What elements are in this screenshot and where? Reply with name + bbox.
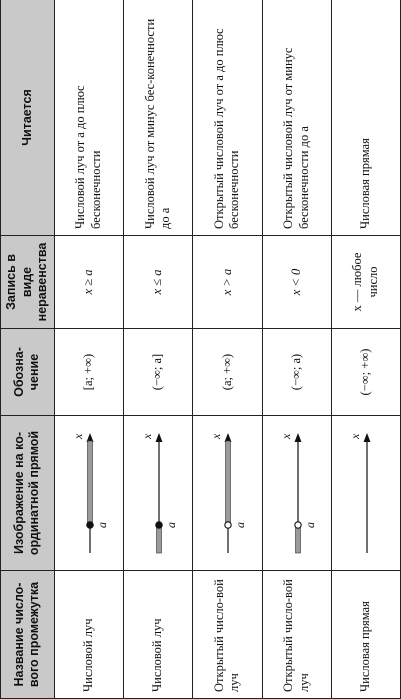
highlighted-ray xyxy=(295,525,300,553)
header-notation: Обозна-чение xyxy=(1,329,55,416)
arrow-icon xyxy=(225,433,232,442)
header-row xyxy=(1,0,55,699)
interval-name: Числовой луч xyxy=(124,571,193,699)
interval-reading: Открытый числовой луч от a до плюс бесконечности xyxy=(193,0,262,236)
ray-image-cell xyxy=(124,416,193,571)
number-ray-diagram xyxy=(337,423,395,563)
point-label: a xyxy=(94,522,109,528)
number-ray-diagram xyxy=(129,423,187,563)
table-row xyxy=(331,0,400,699)
header-inequality: Запись в виде неравенства xyxy=(1,236,55,329)
interval-inequality: x ≥ a xyxy=(54,236,123,329)
interval-name: Числовая прямая xyxy=(331,571,400,699)
arrow-icon xyxy=(294,433,301,442)
highlighted-ray xyxy=(157,525,162,553)
ray-image-cell xyxy=(331,416,400,571)
interval-notation: (a; +∞) xyxy=(193,329,262,416)
interval-inequality: x ≤ a xyxy=(124,236,193,329)
interval-inequality: x < 0 xyxy=(262,236,331,329)
filled-point xyxy=(156,522,162,528)
ray-image-cell xyxy=(262,416,331,571)
filled-point xyxy=(87,522,93,528)
interval-reading: Открытый числовой луч от минус бесконечности до a xyxy=(262,0,331,236)
interval-notation: (−∞; a) xyxy=(262,329,331,416)
number-ray-diagram xyxy=(60,423,118,563)
interval-reading: Числовой луч от минус бес-конечности до a xyxy=(124,0,193,236)
interval-inequality: x > a xyxy=(193,236,262,329)
interval-name: Числовой луч xyxy=(54,571,123,699)
point-label: a xyxy=(233,522,248,528)
axis-label: x xyxy=(140,433,155,439)
axis-label: x xyxy=(278,433,293,439)
number-ray-diagram xyxy=(268,423,326,563)
axis-label: x xyxy=(209,433,224,439)
interval-reading: Числовая прямая xyxy=(331,0,400,236)
interval-notation: [a; +∞) xyxy=(54,329,123,416)
interval-name: Открытый число-вой луч xyxy=(193,571,262,699)
interval-notation: (−∞; a] xyxy=(124,329,193,416)
point-label: a xyxy=(302,522,317,528)
table-row xyxy=(262,0,331,699)
table-row xyxy=(54,0,123,699)
highlighted-ray xyxy=(87,441,92,525)
highlighted-ray xyxy=(226,441,231,525)
arrow-icon xyxy=(86,433,93,442)
interval-notation: (−∞; +∞) xyxy=(331,329,400,416)
table-row xyxy=(193,0,262,699)
arrow-icon xyxy=(363,433,370,442)
interval-reading: Числовой луч от a до плюс бесконечности xyxy=(54,0,123,236)
ray-image-cell xyxy=(54,416,123,571)
table-row xyxy=(124,0,193,699)
open-point xyxy=(294,522,300,528)
header-name: Название число-вого промежутка xyxy=(1,571,55,699)
header-reading: Читается xyxy=(1,0,55,236)
axis-label: x xyxy=(347,433,362,439)
number-ray-diagram xyxy=(198,423,256,563)
point-label: a xyxy=(164,522,179,528)
ray-image-cell xyxy=(193,416,262,571)
open-point xyxy=(225,522,231,528)
arrow-icon xyxy=(156,433,163,442)
interval-name: Открытый число-вой луч xyxy=(262,571,331,699)
interval-inequality: x — любое число xyxy=(331,236,400,329)
axis-label: x xyxy=(70,433,85,439)
header-image: Изображение на ко-ординатной прямой xyxy=(1,416,55,571)
